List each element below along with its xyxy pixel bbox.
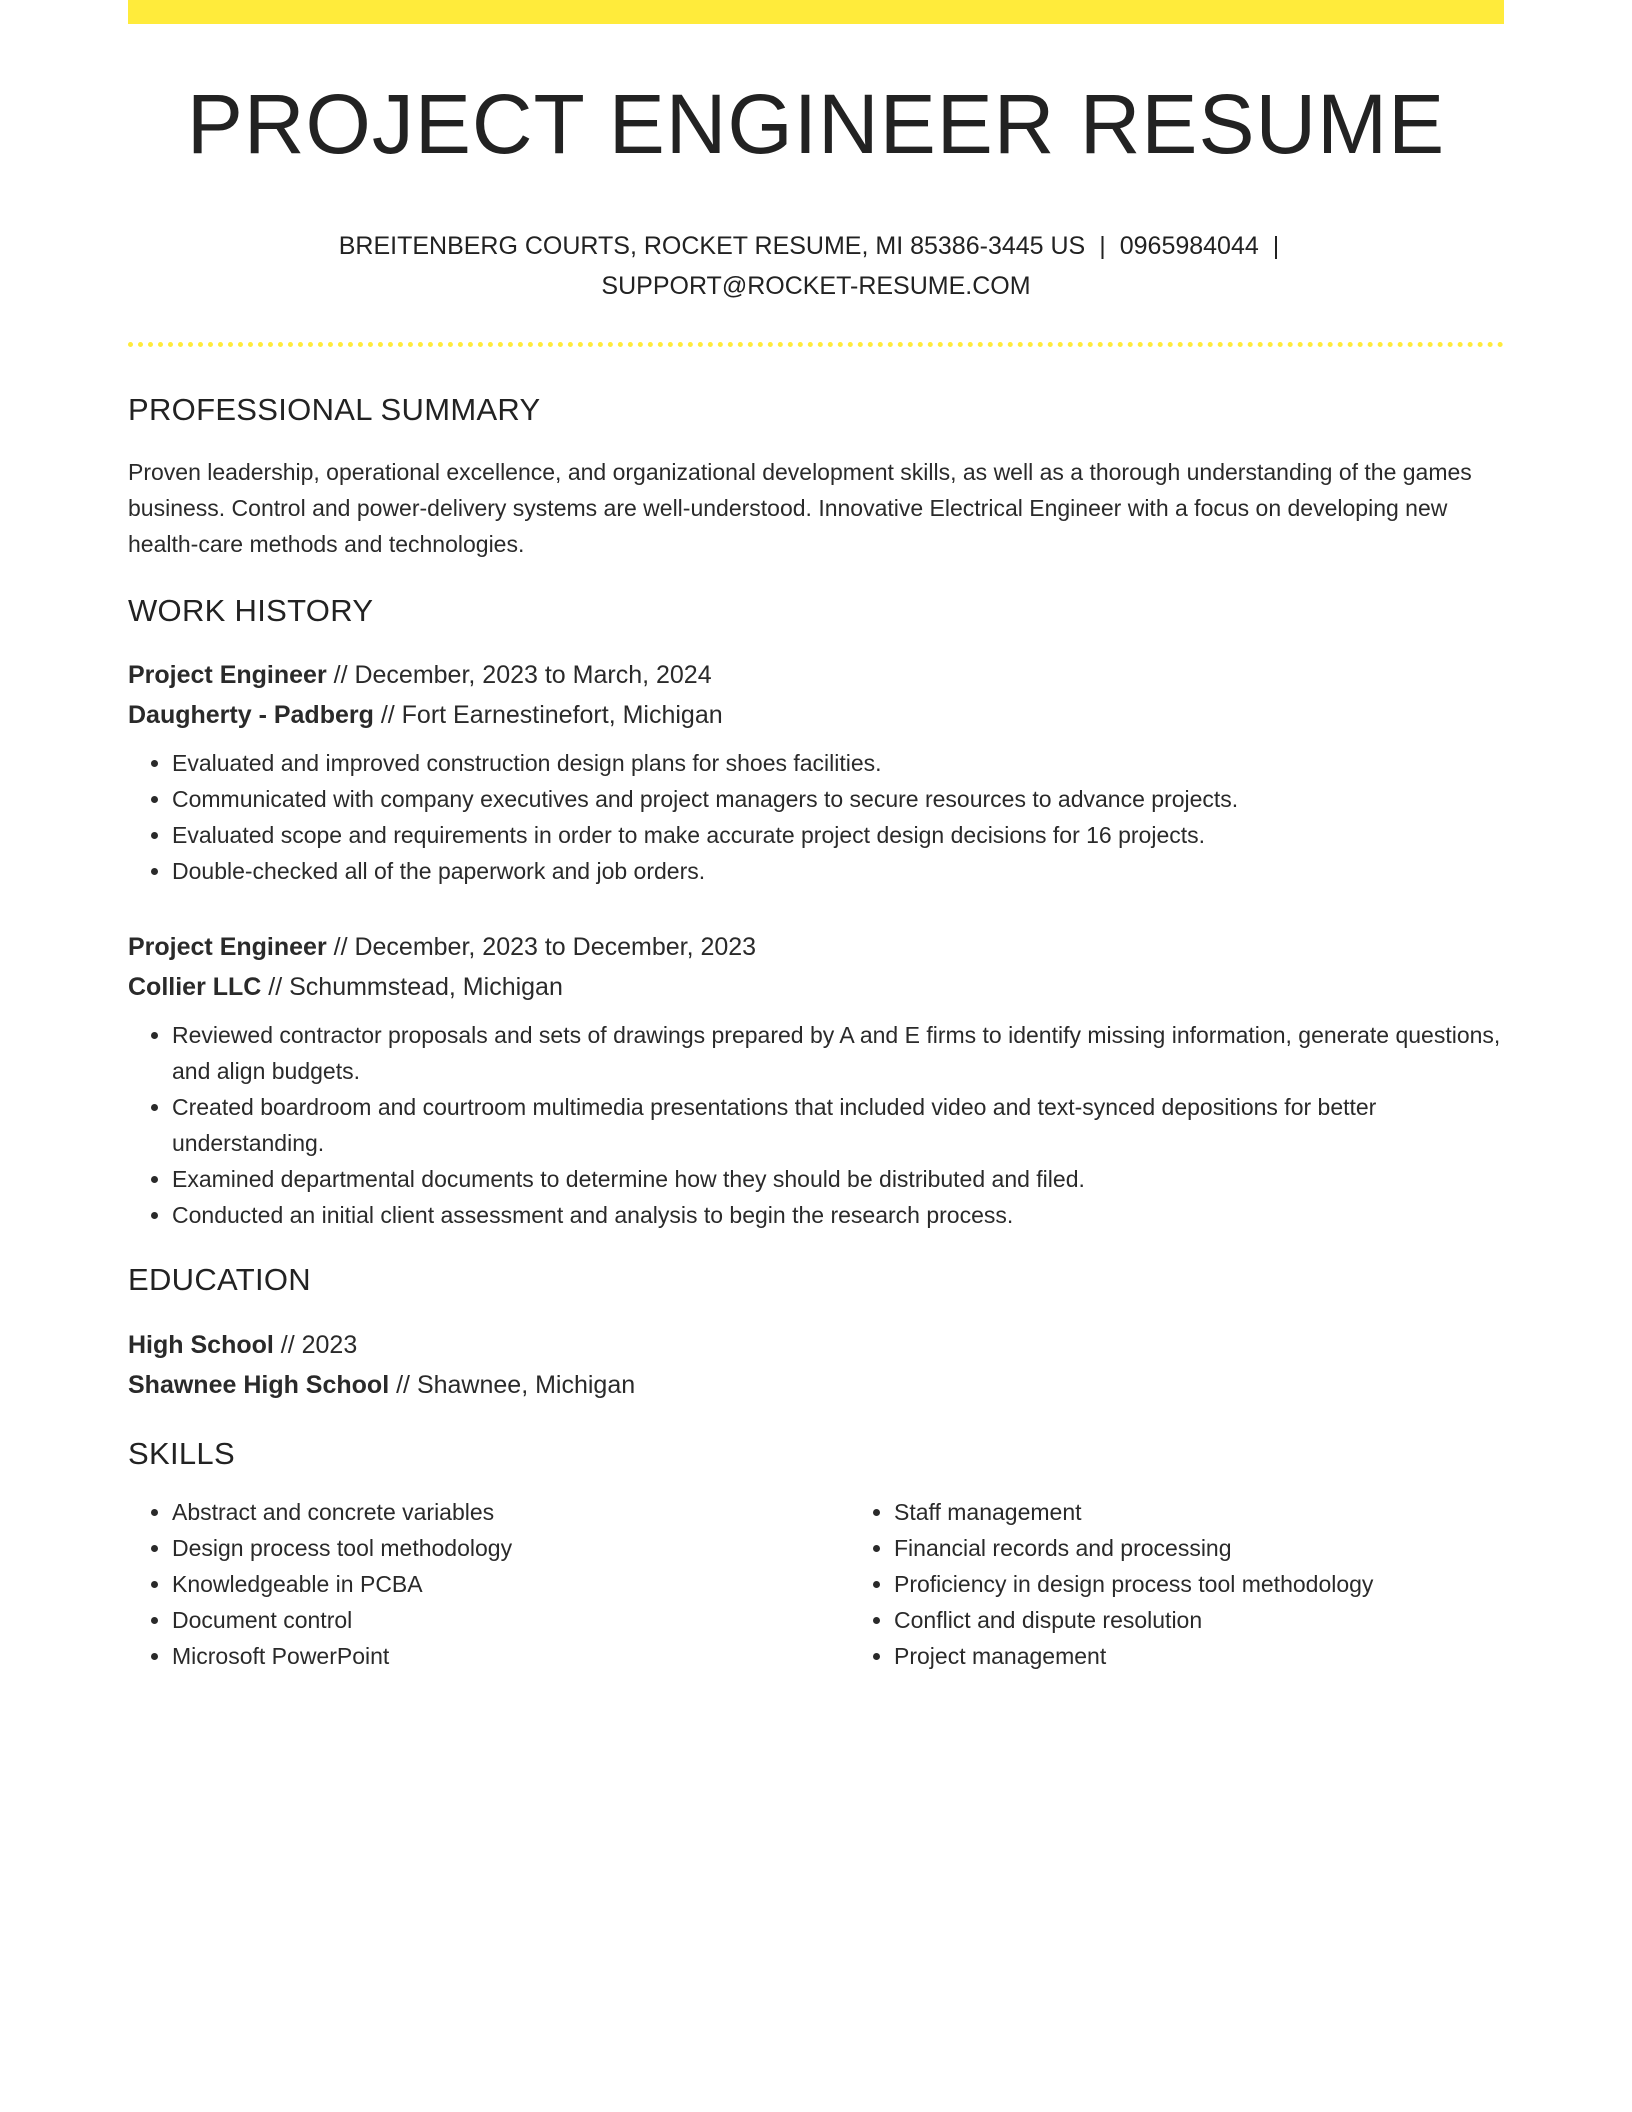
contact-separator: | — [1272, 232, 1280, 260]
job-company-line — [128, 695, 1504, 735]
education-entry — [128, 1325, 1504, 1405]
skills-left-column — [128, 1494, 850, 1674]
education-year: // 2023 — [273, 1330, 358, 1359]
skill-item: • Staff management — [894, 1494, 1572, 1530]
skill-item: • Abstract and concrete variables — [172, 1494, 850, 1530]
job-location: // Schummstead, Michigan — [261, 973, 563, 1002]
list-item: • Double-checked all of the paperwork and job orders. — [172, 853, 1504, 889]
list-item: • Communicated with company executives and project managers to secure resources to advance projects. — [172, 781, 1504, 817]
job-title: Project Engineer — [128, 661, 327, 690]
skill-item: • Conflict and dispute resolution — [894, 1602, 1572, 1638]
summary-text: Proven leadership, operational excellence, and organizational development skills, as well as a thorough understanding of the games business. Control and power-delivery systems are well-understood. Innovative Electrical Engineer with a focus on developing new health-care methods and technologies. — [128, 459, 1472, 558]
header-accent-bar — [128, 0, 1504, 24]
list-item: • Examined departmental documents to determine how they should be distributed and filed. — [172, 1161, 1504, 1197]
job-dates: // December, 2023 to December, 2023 — [326, 933, 757, 962]
contact-phone: 0965984044 — [1119, 232, 1259, 260]
education-heading: EDUCATION — [128, 1262, 311, 1298]
contact-email: SUPPORT@ROCKET-RESUME.COM — [601, 272, 1031, 300]
job-title-line — [128, 927, 1504, 967]
skill-item: • Microsoft PowerPoint — [172, 1638, 850, 1674]
contact-info — [128, 226, 1504, 306]
education-degree-line — [128, 1325, 1504, 1365]
job-bullets — [128, 745, 1504, 889]
job-location: // Fort Earnestinefort, Michigan — [373, 701, 723, 730]
contact-separator: | — [1099, 232, 1106, 260]
skill-item: • Project management — [894, 1638, 1572, 1674]
job-title: Project Engineer — [128, 933, 327, 962]
job-dates: // December, 2023 to March, 2024 — [326, 661, 712, 690]
work-history-heading: WORK HISTORY — [128, 593, 374, 629]
job-title-line — [128, 655, 1504, 695]
skills-heading: SKILLS — [128, 1435, 235, 1471]
skill-item: • Proficiency in design process tool methodology — [894, 1566, 1572, 1602]
job-company: Collier LLC — [128, 973, 262, 1002]
job-company-line — [128, 967, 1504, 1007]
list-item: • Evaluated scope and requirements in order to make accurate project design decisions for 16 projects. — [172, 817, 1504, 853]
skills-columns — [128, 1494, 1504, 1674]
skill-item: • Design process tool methodology — [172, 1530, 850, 1566]
contact-address: BREITENBERG COURTS, ROCKET RESUME, MI 85386-3445 US — [338, 232, 1086, 260]
education-degree: High School — [128, 1330, 274, 1359]
education-school: Shawnee High School — [128, 1370, 390, 1399]
job-company: Daugherty - Padberg — [128, 701, 374, 730]
job-entry — [128, 655, 1504, 889]
list-item: • Reviewed contractor proposals and sets of drawings prepared by A and E firms to identify missing information, generate questions, and align budgets. — [172, 1017, 1504, 1089]
list-item: • Created boardroom and courtroom multimedia presentations that included video and text-synced depositions for better understanding. — [172, 1089, 1504, 1161]
page-title: PROJECT ENGINEER RESUME — [186, 77, 1446, 171]
skill-item: • Financial records and processing — [894, 1530, 1572, 1566]
education-location: // Shawnee, Michigan — [389, 1370, 636, 1399]
summary-heading: PROFESSIONAL SUMMARY — [128, 392, 541, 427]
skill-item: • Knowledgeable in PCBA — [172, 1566, 850, 1602]
resume-page — [128, 0, 1504, 1674]
dotted-divider — [128, 342, 1504, 347]
education-school-line — [128, 1365, 1504, 1405]
skills-right-column — [850, 1494, 1572, 1674]
skill-item: • Document control — [172, 1602, 850, 1638]
job-entry — [128, 927, 1504, 1233]
list-item: • Conducted an initial client assessment and analysis to begin the research process. — [172, 1197, 1504, 1233]
list-item: • Evaluated and improved construction design plans for shoes facilities. — [172, 745, 1504, 781]
job-bullets — [128, 1017, 1504, 1233]
